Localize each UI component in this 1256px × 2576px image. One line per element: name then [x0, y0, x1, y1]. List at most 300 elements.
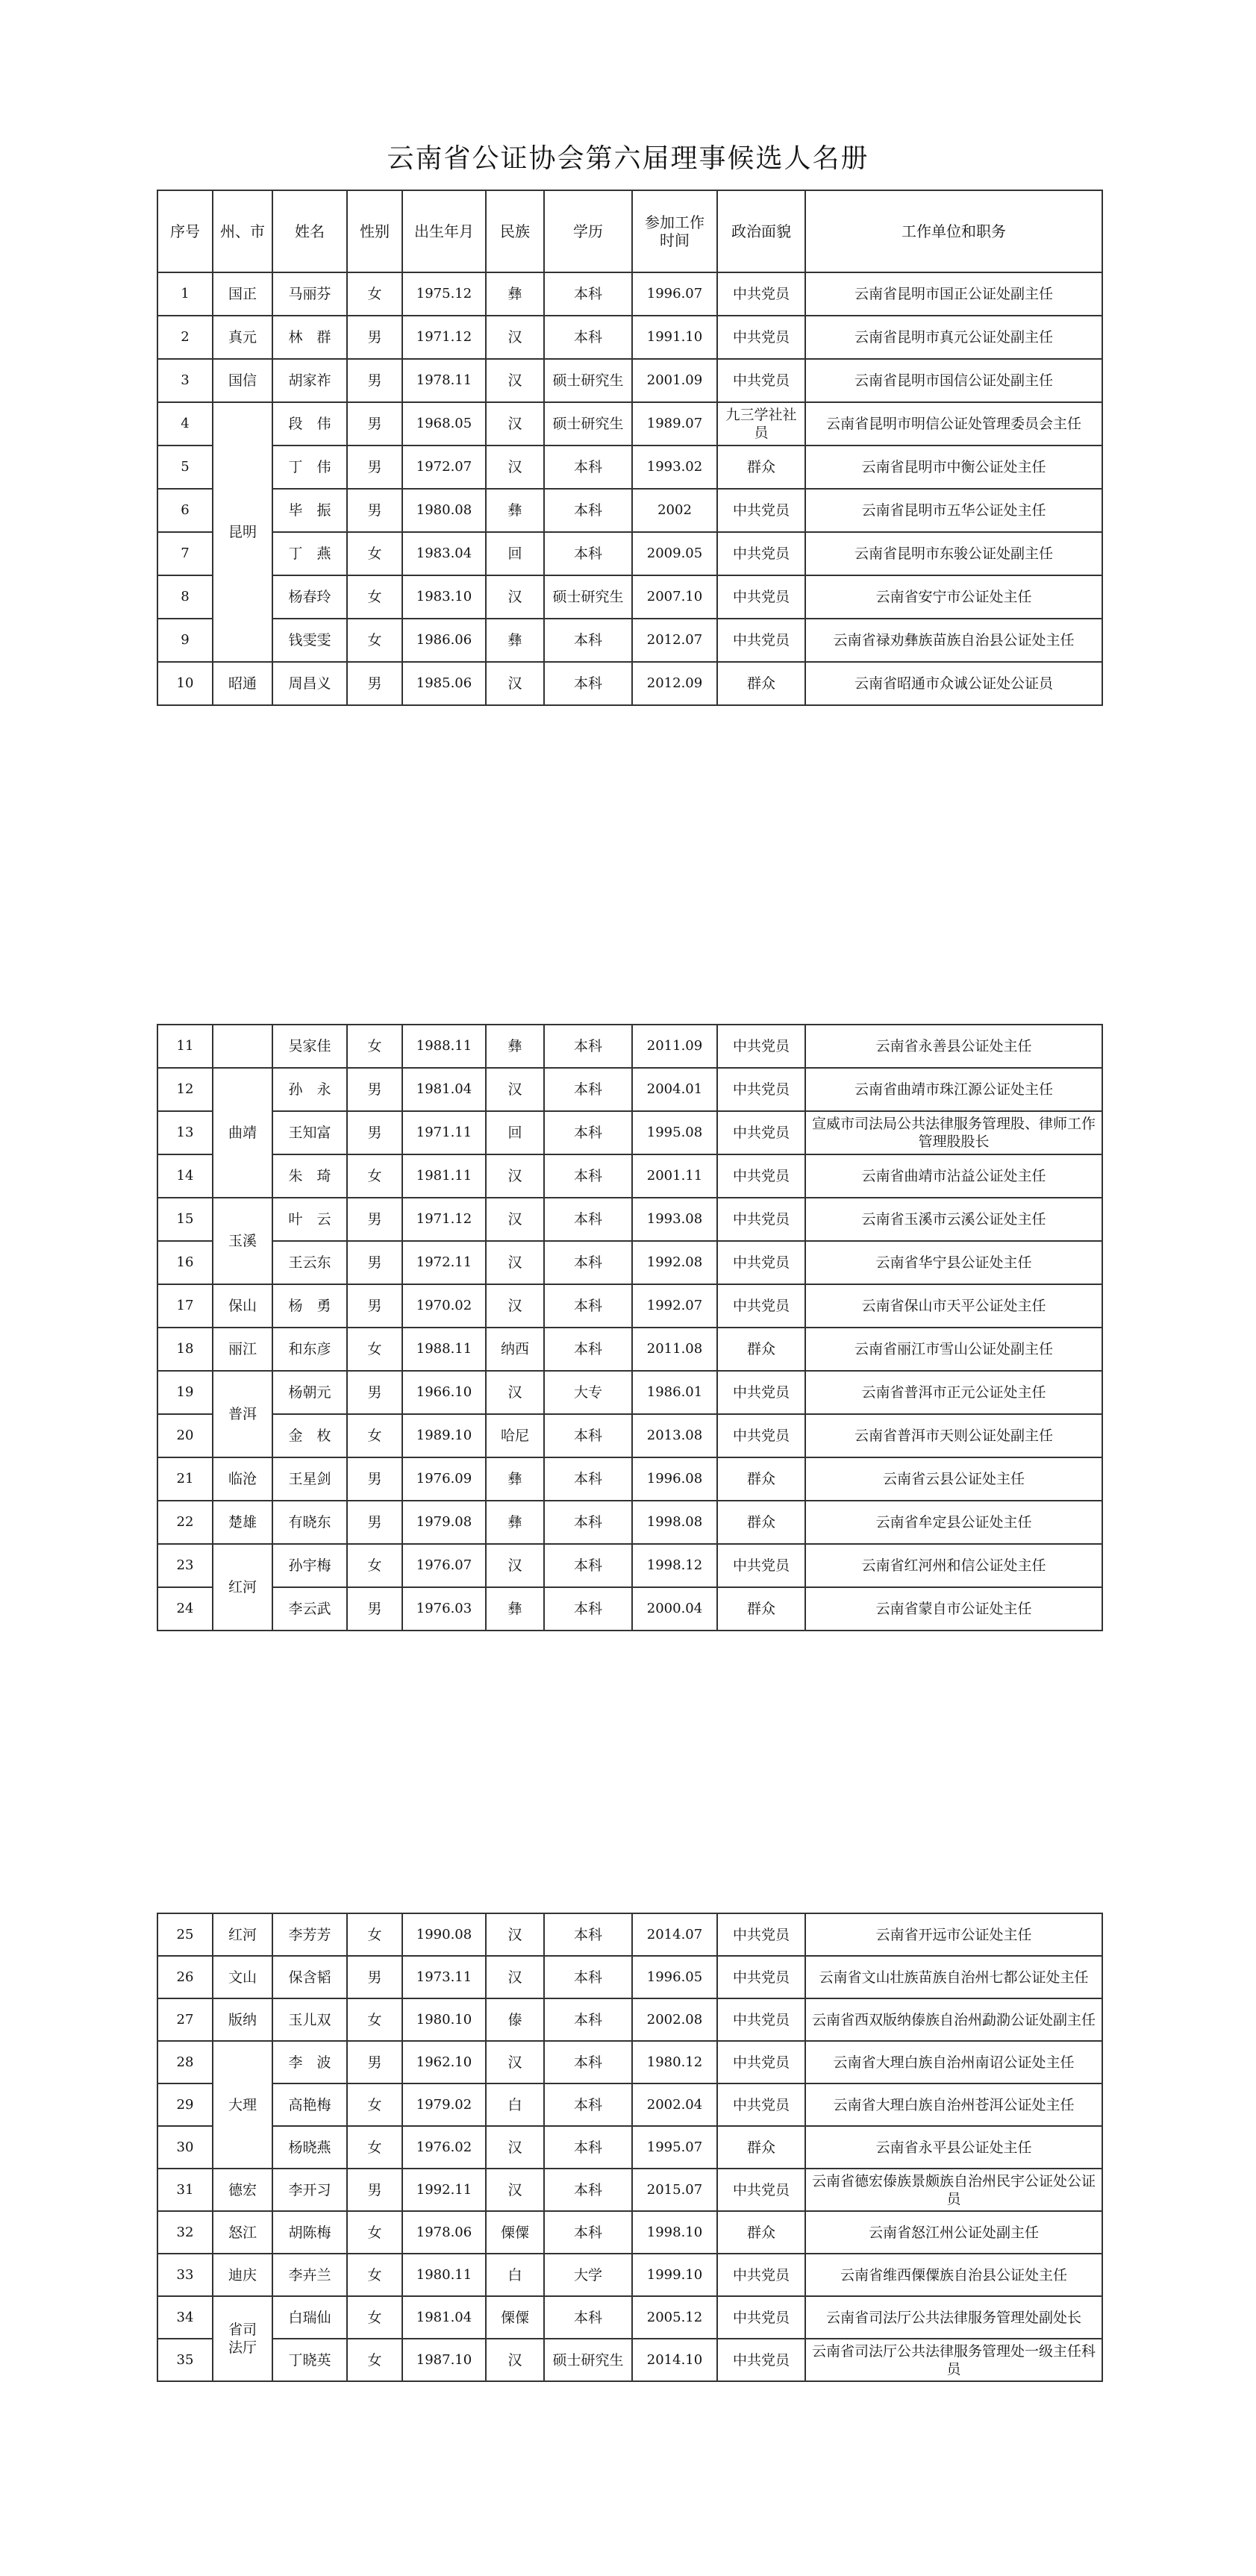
work-start-cell: 1996.05 [632, 1956, 717, 1998]
ethnicity-cell: 回 [486, 1111, 544, 1154]
work-start-cell: 2015.07 [632, 2169, 717, 2211]
education-cell: 本科 [544, 1457, 632, 1501]
birth-cell: 1983.10 [402, 575, 486, 619]
work-start-cell: 2012.09 [632, 662, 717, 705]
table-row [157, 619, 1102, 662]
gender-cell: 女 [347, 2126, 402, 2169]
birth-cell: 1976.09 [402, 1457, 486, 1501]
unit-cell: 云南省普洱市正元公证处主任 [805, 1371, 1102, 1414]
name-cell: 叶 云 [272, 1198, 347, 1241]
table-row [157, 575, 1102, 619]
name-cell: 王云东 [272, 1241, 347, 1284]
gender-cell: 女 [347, 1154, 402, 1198]
work-start-cell: 1998.08 [632, 1501, 717, 1544]
row-number: 16 [157, 1241, 213, 1284]
row-number: 31 [157, 2169, 213, 2211]
education-cell: 本科 [544, 1025, 632, 1068]
education-cell: 本科 [544, 2211, 632, 2254]
education-cell: 本科 [544, 2083, 632, 2126]
name-cell: 周昌义 [272, 662, 347, 705]
work-start-cell: 1993.02 [632, 446, 717, 489]
work-start-cell: 2014.07 [632, 1913, 717, 1956]
education-cell: 本科 [544, 1111, 632, 1154]
name-cell: 高艳梅 [272, 2083, 347, 2126]
table-row [157, 402, 1102, 446]
name-cell: 白瑞仙 [272, 2296, 347, 2339]
region-cell: 大理 [213, 2041, 272, 2169]
gender-cell: 男 [347, 1111, 402, 1154]
work-start-cell: 1992.08 [632, 1241, 717, 1284]
birth-cell: 1988.11 [402, 1025, 486, 1068]
region-cell: 红河 [213, 1544, 272, 1631]
unit-cell: 云南省玉溪市云溪公证处主任 [805, 1198, 1102, 1241]
education-cell: 本科 [544, 1241, 632, 1284]
birth-cell: 1975.12 [402, 272, 486, 316]
row-number: 4 [157, 402, 213, 446]
gender-cell: 女 [347, 1328, 402, 1371]
politics-cell: 中共党员 [717, 2169, 805, 2211]
ethnicity-cell: 彝 [486, 1025, 544, 1068]
ethnicity-cell: 回 [486, 532, 544, 575]
header-cell: 参加工作时间 [632, 190, 717, 272]
ethnicity-cell: 汉 [486, 575, 544, 619]
row-number: 21 [157, 1457, 213, 1501]
name-cell: 朱 琦 [272, 1154, 347, 1198]
row-number: 19 [157, 1371, 213, 1414]
work-start-cell: 1995.07 [632, 2126, 717, 2169]
table-row [157, 1198, 1102, 1241]
education-cell: 本科 [544, 662, 632, 705]
birth-cell: 1972.07 [402, 446, 486, 489]
birth-cell: 1979.02 [402, 2083, 486, 2126]
work-start-cell: 1996.07 [632, 272, 717, 316]
row-number: 9 [157, 619, 213, 662]
region-cell: 迪庆 [213, 2254, 272, 2296]
name-cell: 李 波 [272, 2041, 347, 2083]
ethnicity-cell: 汉 [486, 1913, 544, 1956]
politics-cell: 中共党员 [717, 1913, 805, 1956]
politics-cell: 中共党员 [717, 272, 805, 316]
candidate-table-page-2 [157, 1024, 1103, 1631]
header-cell: 民族 [486, 190, 544, 272]
table-row [157, 272, 1102, 316]
education-cell: 本科 [544, 316, 632, 359]
politics-cell: 中共党员 [717, 1414, 805, 1457]
birth-cell: 1971.12 [402, 316, 486, 359]
table-row [157, 1111, 1102, 1154]
gender-cell: 男 [347, 446, 402, 489]
ethnicity-cell: 彝 [486, 1587, 544, 1631]
gender-cell: 女 [347, 1414, 402, 1457]
gender-cell: 男 [347, 402, 402, 446]
unit-cell: 云南省怒江州公证处副主任 [805, 2211, 1102, 2254]
name-cell: 李开习 [272, 2169, 347, 2211]
unit-cell: 云南省文山壮族苗族自治州七都公证处主任 [805, 1956, 1102, 1998]
unit-cell: 云南省昆明市真元公证处副主任 [805, 316, 1102, 359]
work-start-cell: 1991.10 [632, 316, 717, 359]
name-cell: 孙宇梅 [272, 1544, 347, 1587]
page-title: 云南省公证协会第六届理事候选人名册 [387, 143, 869, 174]
politics-cell: 群众 [717, 1457, 805, 1501]
table-row [157, 1068, 1102, 1111]
unit-cell: 云南省保山市天平公证处主任 [805, 1284, 1102, 1328]
ethnicity-cell: 汉 [486, 2126, 544, 2169]
name-cell: 有晓东 [272, 1501, 347, 1544]
ethnicity-cell: 汉 [486, 359, 544, 402]
work-start-cell: 1998.10 [632, 2211, 717, 2254]
ethnicity-cell: 傈僳 [486, 2211, 544, 2254]
gender-cell: 男 [347, 2169, 402, 2211]
region-cell: 国正 [213, 272, 272, 316]
birth-cell: 1976.07 [402, 1544, 486, 1587]
row-number: 11 [157, 1025, 213, 1068]
work-start-cell: 2004.01 [632, 1068, 717, 1111]
ethnicity-cell: 哈尼 [486, 1414, 544, 1457]
work-start-cell: 2009.05 [632, 532, 717, 575]
table-row [157, 359, 1102, 402]
education-cell: 本科 [544, 2126, 632, 2169]
education-cell: 本科 [544, 1198, 632, 1241]
politics-cell: 群众 [717, 1587, 805, 1631]
name-cell: 吴家佳 [272, 1025, 347, 1068]
name-cell: 孙 永 [272, 1068, 347, 1111]
region-cell: 保山 [213, 1284, 272, 1328]
politics-cell: 群众 [717, 1328, 805, 1371]
row-number: 10 [157, 662, 213, 705]
row-number: 8 [157, 575, 213, 619]
table-row [157, 1998, 1102, 2041]
gender-cell: 女 [347, 1913, 402, 1956]
work-start-cell: 2011.08 [632, 1328, 717, 1371]
ethnicity-cell: 傣 [486, 1998, 544, 2041]
education-cell: 本科 [544, 1913, 632, 1956]
row-number: 3 [157, 359, 213, 402]
politics-cell: 中共党员 [717, 1025, 805, 1068]
education-cell: 本科 [544, 2296, 632, 2339]
birth-cell: 1985.06 [402, 662, 486, 705]
unit-cell: 云南省牟定县公证处主任 [805, 1501, 1102, 1544]
row-number: 33 [157, 2254, 213, 2296]
politics-cell: 中共党员 [717, 2041, 805, 2083]
politics-cell: 群众 [717, 2126, 805, 2169]
politics-cell: 九三学社社员 [717, 402, 805, 446]
education-cell: 本科 [544, 1544, 632, 1587]
unit-cell: 云南省昆明市东骏公证处副主任 [805, 532, 1102, 575]
unit-cell: 云南省普洱市天则公证处副主任 [805, 1414, 1102, 1457]
unit-cell: 云南省安宁市公证处主任 [805, 575, 1102, 619]
row-number: 23 [157, 1544, 213, 1587]
gender-cell: 女 [347, 2254, 402, 2296]
ethnicity-cell: 彝 [486, 1501, 544, 1544]
name-cell: 胡陈梅 [272, 2211, 347, 2254]
name-cell: 丁 伟 [272, 446, 347, 489]
gender-cell: 男 [347, 2041, 402, 2083]
gender-cell: 女 [347, 1025, 402, 1068]
work-start-cell: 2002.08 [632, 1998, 717, 2041]
ethnicity-cell: 傈僳 [486, 2296, 544, 2339]
unit-cell: 云南省曲靖市沾益公证处主任 [805, 1154, 1102, 1198]
education-cell: 本科 [544, 1998, 632, 2041]
politics-cell: 中共党员 [717, 2083, 805, 2126]
header-cell: 州、市 [213, 190, 272, 272]
politics-cell: 中共党员 [717, 359, 805, 402]
education-cell: 本科 [544, 1154, 632, 1198]
politics-cell: 中共党员 [717, 489, 805, 532]
education-cell: 大学 [544, 2254, 632, 2296]
name-cell: 马丽芬 [272, 272, 347, 316]
birth-cell: 1976.03 [402, 1587, 486, 1631]
unit-cell: 云南省昆明市中衡公证处主任 [805, 446, 1102, 489]
birth-cell: 1979.08 [402, 1501, 486, 1544]
gender-cell: 男 [347, 1457, 402, 1501]
gender-cell: 女 [347, 1998, 402, 2041]
education-cell: 本科 [544, 1284, 632, 1328]
row-number: 26 [157, 1956, 213, 1998]
work-start-cell: 1986.01 [632, 1371, 717, 1414]
table-row [157, 1371, 1102, 1414]
ethnicity-cell: 彝 [486, 489, 544, 532]
name-cell: 杨朝元 [272, 1371, 347, 1414]
row-number: 17 [157, 1284, 213, 1328]
name-cell: 李卉兰 [272, 2254, 347, 2296]
gender-cell: 男 [347, 1501, 402, 1544]
ethnicity-cell: 彝 [486, 1457, 544, 1501]
ethnicity-cell: 白 [486, 2254, 544, 2296]
politics-cell: 中共党员 [717, 1068, 805, 1111]
region-cell: 真元 [213, 316, 272, 359]
row-number: 5 [157, 446, 213, 489]
birth-cell: 1981.04 [402, 2296, 486, 2339]
education-cell: 本科 [544, 1068, 632, 1111]
ethnicity-cell: 汉 [486, 402, 544, 446]
row-number: 25 [157, 1913, 213, 1956]
name-cell: 丁 燕 [272, 532, 347, 575]
unit-cell: 云南省昆明市明信公证处管理委员会主任 [805, 402, 1102, 446]
politics-cell: 群众 [717, 446, 805, 489]
birth-cell: 1987.10 [402, 2339, 486, 2381]
table-row [157, 1328, 1102, 1371]
birth-cell: 1986.06 [402, 619, 486, 662]
gender-cell: 男 [347, 1587, 402, 1631]
work-start-cell: 1996.08 [632, 1457, 717, 1501]
region-cell: 曲靖 [213, 1068, 272, 1198]
gender-cell: 女 [347, 272, 402, 316]
education-cell: 本科 [544, 1587, 632, 1631]
table-row [157, 2339, 1102, 2381]
unit-cell: 云南省昆明市五华公证处主任 [805, 489, 1102, 532]
work-start-cell: 2007.10 [632, 575, 717, 619]
name-cell: 金 枚 [272, 1414, 347, 1457]
birth-cell: 1981.04 [402, 1068, 486, 1111]
header-cell: 性别 [347, 190, 402, 272]
gender-cell: 男 [347, 1068, 402, 1111]
unit-cell: 云南省昭通市众诚公证处公证员 [805, 662, 1102, 705]
education-cell: 本科 [544, 272, 632, 316]
ethnicity-cell: 汉 [486, 1241, 544, 1284]
gender-cell: 男 [347, 1371, 402, 1414]
politics-cell: 中共党员 [717, 1111, 805, 1154]
unit-cell: 云南省司法厅公共法律服务管理处副处长 [805, 2296, 1102, 2339]
politics-cell: 中共党员 [717, 1241, 805, 1284]
work-start-cell: 2001.09 [632, 359, 717, 402]
birth-cell: 1978.11 [402, 359, 486, 402]
work-start-cell: 2000.04 [632, 1587, 717, 1631]
gender-cell: 女 [347, 575, 402, 619]
politics-cell: 中共党员 [717, 316, 805, 359]
row-number: 12 [157, 1068, 213, 1111]
table-row [157, 1284, 1102, 1328]
work-start-cell: 1993.08 [632, 1198, 717, 1241]
table-row [157, 2254, 1102, 2296]
gender-cell: 男 [347, 1284, 402, 1328]
unit-cell: 云南省红河州和信公证处主任 [805, 1544, 1102, 1587]
politics-cell: 中共党员 [717, 619, 805, 662]
row-number: 32 [157, 2211, 213, 2254]
education-cell: 硕士研究生 [544, 359, 632, 402]
ethnicity-cell: 彝 [486, 619, 544, 662]
header-cell: 姓名 [272, 190, 347, 272]
unit-cell: 云南省昆明市国正公证处副主任 [805, 272, 1102, 316]
ethnicity-cell: 白 [486, 2083, 544, 2126]
name-cell: 李芳芳 [272, 1913, 347, 1956]
table-row [157, 1913, 1102, 1956]
region-cell: 省司法厅 [213, 2296, 272, 2381]
gender-cell: 男 [347, 1956, 402, 1998]
row-number: 34 [157, 2296, 213, 2339]
ethnicity-cell: 汉 [486, 1371, 544, 1414]
gender-cell: 男 [347, 1198, 402, 1241]
region-cell: 玉溪 [213, 1198, 272, 1284]
name-cell: 李云武 [272, 1587, 347, 1631]
unit-cell: 云南省曲靖市珠江源公证处主任 [805, 1068, 1102, 1111]
education-cell: 硕士研究生 [544, 2339, 632, 2381]
row-number: 14 [157, 1154, 213, 1198]
header-cell: 工作单位和职务 [805, 190, 1102, 272]
ethnicity-cell: 汉 [486, 316, 544, 359]
gender-cell: 女 [347, 532, 402, 575]
name-cell: 玉儿双 [272, 1998, 347, 2041]
gender-cell: 男 [347, 359, 402, 402]
region-cell: 丽江 [213, 1328, 272, 1371]
table-row [157, 1956, 1102, 1998]
education-cell: 硕士研究生 [544, 575, 632, 619]
unit-cell: 云南省维西傈僳族自治县公证处主任 [805, 2254, 1102, 2296]
politics-cell: 中共党员 [717, 1544, 805, 1587]
gender-cell: 男 [347, 662, 402, 705]
table-row [157, 2083, 1102, 2126]
ethnicity-cell: 汉 [486, 446, 544, 489]
work-start-cell: 2002.04 [632, 2083, 717, 2126]
politics-cell: 群众 [717, 1501, 805, 1544]
region-cell: 昭通 [213, 662, 272, 705]
name-cell: 杨晓燕 [272, 2126, 347, 2169]
table-row [157, 446, 1102, 489]
row-number: 15 [157, 1198, 213, 1241]
work-start-cell: 1989.07 [632, 402, 717, 446]
birth-cell: 1971.12 [402, 1198, 486, 1241]
table-row [157, 1414, 1102, 1457]
unit-cell: 宣威市司法局公共法律服务管理股、律师工作管理股股长 [805, 1111, 1102, 1154]
gender-cell: 女 [347, 2339, 402, 2381]
ethnicity-cell: 彝 [486, 272, 544, 316]
ethnicity-cell: 汉 [486, 2041, 544, 2083]
unit-cell: 云南省禄劝彝族苗族自治县公证处主任 [805, 619, 1102, 662]
row-number: 22 [157, 1501, 213, 1544]
work-start-cell: 1992.07 [632, 1284, 717, 1328]
gender-cell: 男 [347, 316, 402, 359]
region-cell: 版纳 [213, 1998, 272, 2041]
row-number: 7 [157, 532, 213, 575]
header-cell: 学历 [544, 190, 632, 272]
unit-cell: 云南省丽江市雪山公证处副主任 [805, 1328, 1102, 1371]
birth-cell: 1962.10 [402, 2041, 486, 2083]
education-cell: 本科 [544, 1956, 632, 1998]
table-row [157, 2296, 1102, 2339]
ethnicity-cell: 汉 [486, 2169, 544, 2211]
politics-cell: 中共党员 [717, 1284, 805, 1328]
row-number: 13 [157, 1111, 213, 1154]
birth-cell: 1980.11 [402, 2254, 486, 2296]
birth-cell: 1992.11 [402, 2169, 486, 2211]
region-cell [213, 1025, 272, 1068]
name-cell: 和东彦 [272, 1328, 347, 1371]
education-cell: 本科 [544, 532, 632, 575]
birth-cell: 1980.08 [402, 489, 486, 532]
ethnicity-cell: 汉 [486, 1154, 544, 1198]
row-number: 6 [157, 489, 213, 532]
politics-cell: 中共党员 [717, 1198, 805, 1241]
ethnicity-cell: 汉 [486, 1544, 544, 1587]
birth-cell: 1973.11 [402, 1956, 486, 1998]
name-cell: 丁晓英 [272, 2339, 347, 2381]
education-cell: 硕士研究生 [544, 402, 632, 446]
row-number: 30 [157, 2126, 213, 2169]
birth-cell: 1990.08 [402, 1913, 486, 1956]
work-start-cell: 2011.09 [632, 1025, 717, 1068]
name-cell: 胡家祚 [272, 359, 347, 402]
unit-cell: 云南省大理白族自治州南诏公证处主任 [805, 2041, 1102, 2083]
work-start-cell: 2002 [632, 489, 717, 532]
header-cell: 序号 [157, 190, 213, 272]
politics-cell: 中共党员 [717, 1371, 805, 1414]
birth-cell: 1966.10 [402, 1371, 486, 1414]
education-cell: 本科 [544, 619, 632, 662]
region-cell: 德宏 [213, 2169, 272, 2211]
education-cell: 本科 [544, 489, 632, 532]
gender-cell: 女 [347, 2296, 402, 2339]
birth-cell: 1968.05 [402, 402, 486, 446]
row-number: 28 [157, 2041, 213, 2083]
region-cell: 国信 [213, 359, 272, 402]
unit-cell: 云南省德宏傣族景颇族自治州民宇公证处公证员 [805, 2169, 1102, 2211]
politics-cell: 群众 [717, 2211, 805, 2254]
row-number: 1 [157, 272, 213, 316]
education-cell: 本科 [544, 1328, 632, 1371]
region-cell: 文山 [213, 1956, 272, 1998]
work-start-cell: 1999.10 [632, 2254, 717, 2296]
unit-cell: 云南省永善县公证处主任 [805, 1025, 1102, 1068]
birth-cell: 1989.10 [402, 1414, 486, 1457]
row-number: 18 [157, 1328, 213, 1371]
politics-cell: 中共党员 [717, 2296, 805, 2339]
name-cell: 王知富 [272, 1111, 347, 1154]
unit-cell: 云南省云县公证处主任 [805, 1457, 1102, 1501]
birth-cell: 1983.04 [402, 532, 486, 575]
table-row [157, 1587, 1102, 1631]
birth-cell: 1972.11 [402, 1241, 486, 1284]
table-row [157, 2126, 1102, 2169]
table-row [157, 662, 1102, 705]
